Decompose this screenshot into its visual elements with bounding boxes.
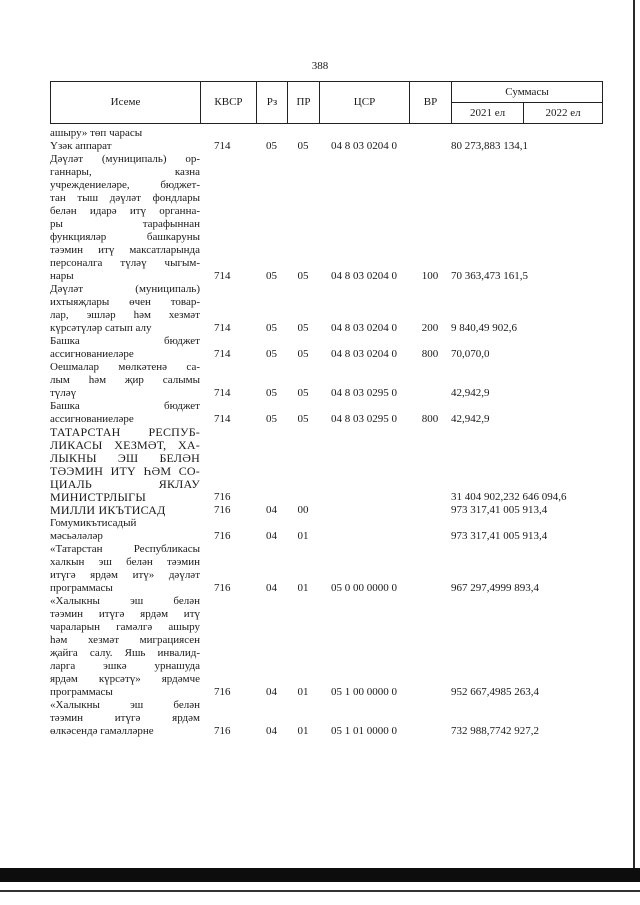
cell-kvsr: 716 xyxy=(214,686,231,698)
row-name-line: ассигнованиеләре xyxy=(50,413,134,425)
cell-rz: 05 xyxy=(266,348,277,360)
row-name-line: «Татарстан Республикасы xyxy=(50,543,200,555)
cell-y2022: 742 927,2 xyxy=(495,725,539,737)
row-name xyxy=(50,153,200,283)
table-header xyxy=(50,81,603,124)
row-name-line: күрсәтүләр сатып алу xyxy=(50,322,152,334)
table-row xyxy=(50,426,602,504)
cell-rz: 05 xyxy=(266,387,277,399)
row-name-line: халкын эш белән тәэмин xyxy=(50,556,200,568)
cell-csr: 05 1 01 0000 0 xyxy=(331,725,397,737)
cell-y2021: 952 667,4 xyxy=(451,686,495,698)
cell-kvsr: 716 xyxy=(214,530,231,542)
row-name-line: функцияләр башкаруны xyxy=(50,231,200,243)
budget-table-body xyxy=(50,127,602,738)
cell-pr: 01 xyxy=(297,686,309,698)
header-rz: Рз xyxy=(257,82,288,124)
cell-rz: 04 xyxy=(266,725,277,737)
table-row xyxy=(50,699,602,738)
cell-rz: 04 xyxy=(266,530,277,542)
row-name-line: программасы xyxy=(50,686,113,698)
table-row xyxy=(50,335,602,361)
cell-rz: 05 xyxy=(266,322,277,334)
row-name xyxy=(50,361,200,400)
cell-y2021: 967 297,4 xyxy=(451,582,495,594)
cell-y2021: 80 273,8 xyxy=(451,140,490,152)
row-name-line: ашыру» төп чарасы xyxy=(50,127,143,139)
header-vr: ВР xyxy=(410,82,452,124)
row-name-line: тәэмин итүгә ярдәм итү xyxy=(50,608,200,620)
row-name-line: тәэмин итү максатларында xyxy=(50,244,200,256)
row-name-line: ры тарафыннан xyxy=(50,218,200,230)
row-name-line: ларга эшкә урнашуда xyxy=(50,660,200,672)
row-name xyxy=(50,543,200,595)
row-name-line: чараларын гамәлгә ашыру xyxy=(50,621,200,633)
cell-csr: 04 8 03 0204 0 xyxy=(331,270,397,282)
cell-y2022: 42,9 xyxy=(470,387,490,399)
row-name-line: белән идарә итү органна- xyxy=(50,205,200,217)
cell-kvsr: 714 xyxy=(214,348,231,360)
header-csr: ЦСР xyxy=(320,82,410,124)
cell-rz: 05 xyxy=(266,413,277,425)
table-row xyxy=(50,361,602,400)
row-name-line: ганнары, казна xyxy=(50,166,200,178)
row-name-line: итүгә ярдәм итү» дәүләт xyxy=(50,569,200,581)
cell-csr: 04 8 03 0204 0 xyxy=(331,140,397,152)
row-name-line: Башка бюджет xyxy=(50,400,200,412)
cell-csr: 04 8 03 0204 0 xyxy=(331,322,397,334)
cell-pr: 00 xyxy=(297,504,309,516)
cell-y2021: 42,9 xyxy=(451,387,471,399)
row-name-line: тәэмин итүгә ярдәм xyxy=(50,712,200,724)
header-kvsr: КВСР xyxy=(201,82,257,124)
cell-y2022: 32 646 094,6 xyxy=(508,491,567,503)
cell-pr: 05 xyxy=(297,413,309,425)
row-name-line: ТАТАРСТАН РЕСПУБ- xyxy=(50,425,200,439)
row-name-line: Дәүләт (муниципаль) ор- xyxy=(50,153,200,165)
cell-y2021: 42,9 xyxy=(451,413,471,425)
cell-y2021: 70,0 xyxy=(451,348,471,360)
table-row xyxy=(50,140,602,153)
cell-rz: 04 xyxy=(266,686,277,698)
cell-csr: 04 8 03 0295 0 xyxy=(331,387,397,399)
row-name xyxy=(50,283,200,335)
cell-pr: 05 xyxy=(297,270,309,282)
row-name-line: Дәүләт (муниципаль) xyxy=(50,283,200,295)
row-name xyxy=(50,140,200,153)
cell-pr: 05 xyxy=(297,322,309,334)
row-name-line: түләү xyxy=(50,387,77,399)
header-year-2022: 2022 ел xyxy=(524,103,603,124)
row-name-line: ТӘЭМИН ИТҮ ҺӘМ СО- xyxy=(50,464,200,478)
row-name-line: тан тыш дәүләт фондлары xyxy=(50,192,200,204)
cell-pr: 05 xyxy=(297,348,309,360)
row-name xyxy=(50,426,200,504)
row-name xyxy=(50,400,200,426)
table-row xyxy=(50,543,602,595)
table-row xyxy=(50,595,602,699)
cell-pr: 01 xyxy=(297,725,309,737)
row-name-line: җайга салу. Яшь инвалид- xyxy=(50,647,200,659)
cell-rz: 04 xyxy=(266,582,277,594)
table-row xyxy=(50,400,602,426)
cell-y2021: 973 317,4 xyxy=(451,504,495,516)
row-name-line: лар, эшләр һәм хезмәт xyxy=(50,309,200,321)
row-name-line: һәм хезмәт миграциясен xyxy=(50,634,200,646)
cell-y2022: 73 161,5 xyxy=(489,270,528,282)
cell-rz: 05 xyxy=(266,270,277,282)
table-row xyxy=(50,127,602,140)
header-sums: Суммасы xyxy=(452,82,603,103)
scan-bottom-bar xyxy=(0,868,640,882)
cell-vr: 200 xyxy=(421,322,439,334)
header-pr: ПР xyxy=(288,82,320,124)
table-row xyxy=(50,283,602,335)
cell-y2022: 42,9 xyxy=(470,413,490,425)
cell-csr: 05 0 00 0000 0 xyxy=(331,582,397,594)
cell-pr: 01 xyxy=(297,530,309,542)
cell-y2022: 1 005 913,4 xyxy=(495,530,548,542)
scan-border-right xyxy=(633,0,635,870)
cell-pr: 05 xyxy=(297,387,309,399)
header-year-2021: 2021 ел xyxy=(452,103,524,124)
cell-y2022: 1 005 913,4 xyxy=(495,504,548,516)
cell-y2021: 973 317,4 xyxy=(451,530,495,542)
row-name-line: өлкәсендә гамәлләрне xyxy=(50,725,154,737)
cell-y2021: 31 404 902,2 xyxy=(451,491,509,503)
row-name-line: ассигнованиеләре xyxy=(50,348,134,360)
cell-rz: 04 xyxy=(266,504,277,516)
row-name-line: МИНИСТРЛЫГЫ xyxy=(50,490,146,504)
cell-y2022: 9 902,6 xyxy=(484,322,517,334)
row-name-line: учреждениеләре, бюджет- xyxy=(50,179,200,191)
cell-y2022: 70,0 xyxy=(470,348,490,360)
cell-y2021: 9 840,4 xyxy=(451,322,484,334)
row-name xyxy=(50,699,200,738)
row-name-line: Башка бюджет xyxy=(50,335,200,347)
row-name-line: лым һәм җир салымы xyxy=(50,374,200,386)
cell-kvsr: 716 xyxy=(214,582,231,594)
scan-bottom-line xyxy=(0,890,640,892)
row-name-line: ЛЫКНЫ ЭШ БЕЛӘН xyxy=(50,451,200,465)
row-name xyxy=(50,335,200,361)
cell-pr: 01 xyxy=(297,582,309,594)
table-row xyxy=(50,153,602,283)
header-name: Исеме xyxy=(51,82,201,124)
row-name-line: мәсьәләләр xyxy=(50,530,103,542)
row-name-line: МИЛЛИ ИКЪТИСАД xyxy=(50,503,166,517)
cell-kvsr: 716 xyxy=(214,491,231,503)
cell-pr: 05 xyxy=(297,140,309,152)
cell-rz: 05 xyxy=(266,140,277,152)
cell-kvsr: 714 xyxy=(214,140,231,152)
cell-kvsr: 714 xyxy=(214,270,231,282)
cell-vr: 800 xyxy=(421,413,439,425)
cell-kvsr: 716 xyxy=(214,504,231,516)
cell-csr: 04 8 03 0204 0 xyxy=(331,348,397,360)
cell-csr: 05 1 00 0000 0 xyxy=(331,686,397,698)
row-name-line: Гомумикътисадый xyxy=(50,517,137,529)
row-name-line: персоналга түләү чыгым- xyxy=(50,257,200,269)
cell-kvsr: 714 xyxy=(214,387,231,399)
row-name-line: «Халыкны эш белән xyxy=(50,699,200,711)
table-row xyxy=(50,504,602,517)
row-name-line: Үзәк аппарат xyxy=(50,140,112,152)
cell-vr: 800 xyxy=(421,348,439,360)
cell-kvsr: 714 xyxy=(214,413,231,425)
cell-y2022: 83 134,1 xyxy=(489,140,528,152)
row-name-line: нары xyxy=(50,270,74,282)
row-name-line: ихтыяҗлары өчен товар- xyxy=(50,296,200,308)
page-number: 388 xyxy=(311,60,329,72)
row-name-line: «Халыкны эш белән xyxy=(50,595,200,607)
row-name-line: ЛИКАСЫ ХЕЗМӘТ, ХА- xyxy=(50,438,200,452)
cell-y2021: 732 988,7 xyxy=(451,725,495,737)
row-name xyxy=(50,517,200,543)
row-name xyxy=(50,595,200,699)
cell-vr: 100 xyxy=(421,270,439,282)
cell-kvsr: 716 xyxy=(214,725,231,737)
cell-kvsr: 714 xyxy=(214,322,231,334)
row-name xyxy=(50,127,200,140)
cell-y2022: 999 893,4 xyxy=(495,582,539,594)
row-name-line: ярдәм күрсәтү» ярдәмче xyxy=(50,673,200,685)
row-name-line: Оешмалар мөлкәтенә са- xyxy=(50,361,200,373)
cell-csr: 04 8 03 0295 0 xyxy=(331,413,397,425)
row-name-line: программасы xyxy=(50,582,113,594)
row-name-line: ЦИАЛЬ ЯКЛАУ xyxy=(50,477,200,491)
row-name xyxy=(50,504,200,517)
cell-y2022: 985 263,4 xyxy=(495,686,539,698)
table-row xyxy=(50,517,602,543)
cell-y2021: 70 363,4 xyxy=(451,270,490,282)
